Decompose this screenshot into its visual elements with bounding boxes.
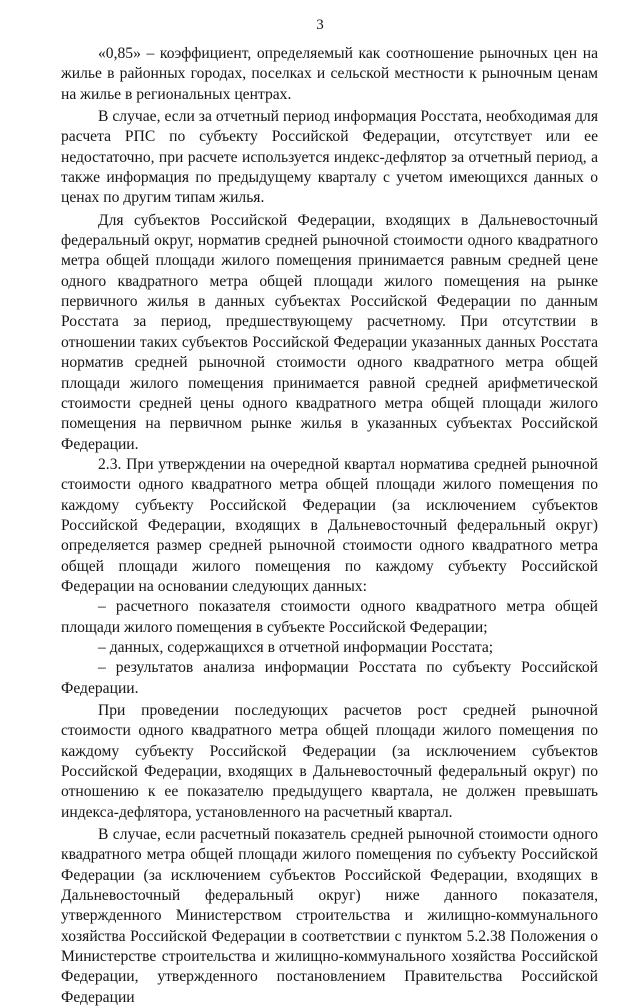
list-item-calculated-indicator: – расчетного показателя стоимости одного квадратного метра общей площади жилого помещения в субъекте Российской Федерации; [61, 598, 598, 636]
document-body [61, 44, 598, 1008]
list-item-rosstat-data: – данных, содержащихся в отчетной информации Росстата; [98, 638, 494, 656]
paragraph-missing-data-case: В случае, если за отчетный период информация Росстата, необходимая для расчета РПС по субъекту Российской Федерации, отсутствует или ее недостаточно, при расчете используется индекс-дефлятор за отчетный период, а также информация по предыдущему кварталу с учетом имеющихся данных о ценах по другим типам жилья. [61, 108, 598, 207]
paragraph-growth-limit: При проведении последующих расчетов рост средней рыночной стоимости одного квадратного метра общей площади жилого помещения по каждому субъекту Российской Федерации (за исключением субъектов Российской Федерации, входящих в Дальневосточный федеральный округ) по отношению к ее показателю предыдущего квартала, не должен превышать индекса-дефлятора, установленного на расчетный квартал. [61, 702, 598, 821]
page-number: 3 [316, 17, 324, 33]
paragraph-below-approved-value: В случае, если расчетный показатель средней рыночной стоимости одного квадратного метра общей площади жилого помещения по субъекту Российской Федерации (за исключением субъектов Российской Федерации, входящих в Дальневосточный федеральный округ) ниже данного показателя, утвержденного Министерством строительства и жилищно-коммунального хозяйства Российской Федерации в соответствии с пунктом 5.2.38 Положения о Министерстве строительства и жилищно-коммунального хозяйства Российской Федерации, утвержденного постановлением Правительства Российской Федерации [61, 826, 598, 1006]
paragraph-far-east-subjects: Для субъектов Российской Федерации, входящих в Дальневосточный федеральный округ, норматив средней рыночной стоимости одного квадратного метра общей площади жилого помещения принимается равным средней цене одного квадратного метра общей площади жилого помещения на рынке первичного жилья в данных субъектах Российской Федерации по данным Росстата за период, предшествующему расчетному. При отсутствии в отношении таких субъектов Российской Федерации указанных данных Росстата норматив средней рыночной стоимости одного квадратного метра общей площади жилого помещения принимается равной средней арифметической стоимости средней цены одного квадратного метра общей площади жилого помещения на первичном рынке жилья в указанных субъектах Российской Федерации. [61, 211, 598, 453]
list-item-analysis-results: – результатов анализа информации Росстата по субъекту Российской Федерации. [61, 659, 598, 697]
paragraph-coefficient-definition: «0,85» – коэффициент, определяемый как соотношение рыночных цен на жилье в районных городах, поселках и сельской местности к рыночным ценам на жилье в региональных центрах. [61, 45, 598, 103]
paragraph-section-2-3: 2.3. При утверждении на очередной квартал норматива средней рыночной стоимости одного квадратного метра общей площади жилого помещения по каждому субъекту Российской Федерации (за исключением субъектов Российской Федерации, входящих в Дальневосточный федеральный округ) определяется размер средней рыночной стоимости одного квадратного метра общей площади жилого помещения по каждому субъекту Российской Федерации на основании следующих данных: [61, 455, 598, 595]
